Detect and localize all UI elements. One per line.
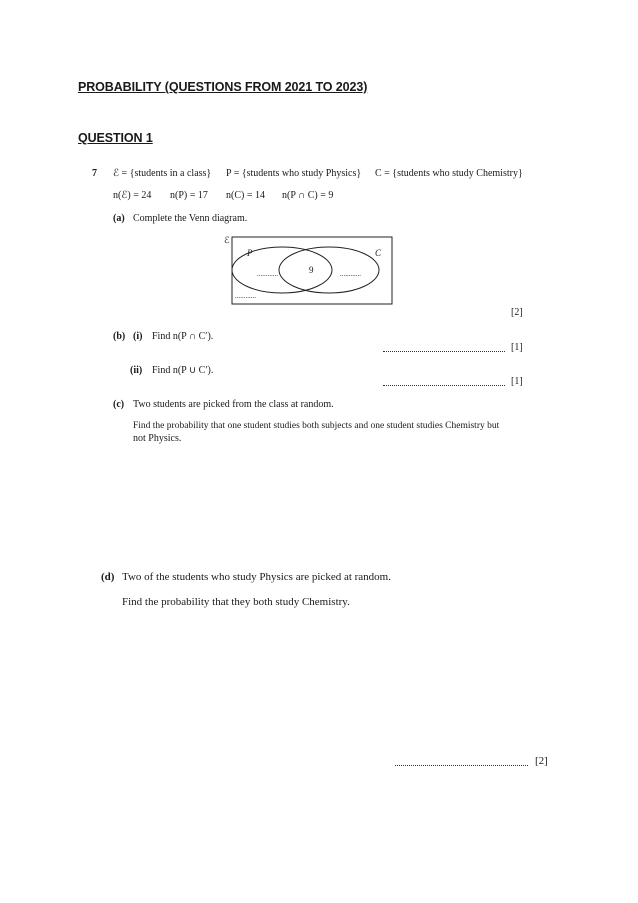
part-a-marks: [2]	[511, 307, 523, 318]
question-number: 7	[92, 168, 97, 179]
part-c-question-line2: not Physics.	[133, 433, 182, 444]
part-c-label: (c)	[113, 399, 125, 410]
part-b-label: (b)	[113, 331, 126, 342]
part-d-text: Two of the students who study Physics are picked at random.	[122, 571, 391, 583]
venn-blank-outside[interactable]: ............	[235, 292, 256, 300]
part-a-text: Complete the Venn diagram.	[133, 213, 248, 224]
part-d-question: Find the probability that they both study Chemistry.	[122, 596, 350, 608]
part-a-label: (a)	[113, 213, 125, 224]
part-c-text: Two students are picked from the class at random.	[133, 399, 334, 410]
set-universal: ℰ = {students in a class}	[113, 168, 212, 179]
part-b-i-marks: [1]	[511, 342, 523, 353]
n-universal: n(ℰ) = 24	[113, 190, 152, 201]
set-p: P = {students who study Physics}	[226, 168, 362, 179]
part-b-ii-marks: [1]	[511, 376, 523, 387]
n-p-and-c: n(P ∩ C) = 9	[282, 190, 334, 201]
set-c: C = {students who study Chemistry}	[375, 168, 523, 179]
n-c: n(C) = 14	[226, 190, 265, 201]
answer-line-b-ii[interactable]	[383, 385, 505, 386]
set-c-circle	[279, 247, 382, 293]
answer-line-b-i[interactable]	[383, 351, 505, 352]
part-b-i-label: (i)	[133, 331, 143, 342]
part-b-ii-label: (ii)	[130, 365, 143, 376]
part-d-label: (d)	[101, 571, 115, 583]
part-b-ii-text: Find n(P ∪ C′).	[152, 365, 214, 376]
part-b-i-text: Find n(P ∩ C′).	[152, 331, 214, 342]
page-title: PROBABILITY (QUESTIONS FROM 2021 TO 2023)	[78, 80, 368, 94]
venn-blank-c-only[interactable]: ............	[340, 270, 361, 278]
venn-label-p: P	[247, 248, 253, 258]
venn-blank-p-only[interactable]: ............	[257, 270, 278, 278]
part-d-marks: [2]	[535, 755, 548, 767]
question-heading: QUESTION 1	[78, 131, 153, 145]
n-p: n(P) = 17	[170, 190, 208, 201]
venn-diagram	[223, 234, 398, 309]
venn-intersection-value: 9	[309, 265, 314, 275]
venn-universal-symbol: ℰ	[224, 235, 230, 245]
part-c-question-line1: Find the probability that one student studies both subjects and one student studies Chemistry but	[133, 421, 500, 431]
answer-line-d[interactable]	[395, 765, 528, 766]
venn-label-c: C	[375, 248, 382, 258]
